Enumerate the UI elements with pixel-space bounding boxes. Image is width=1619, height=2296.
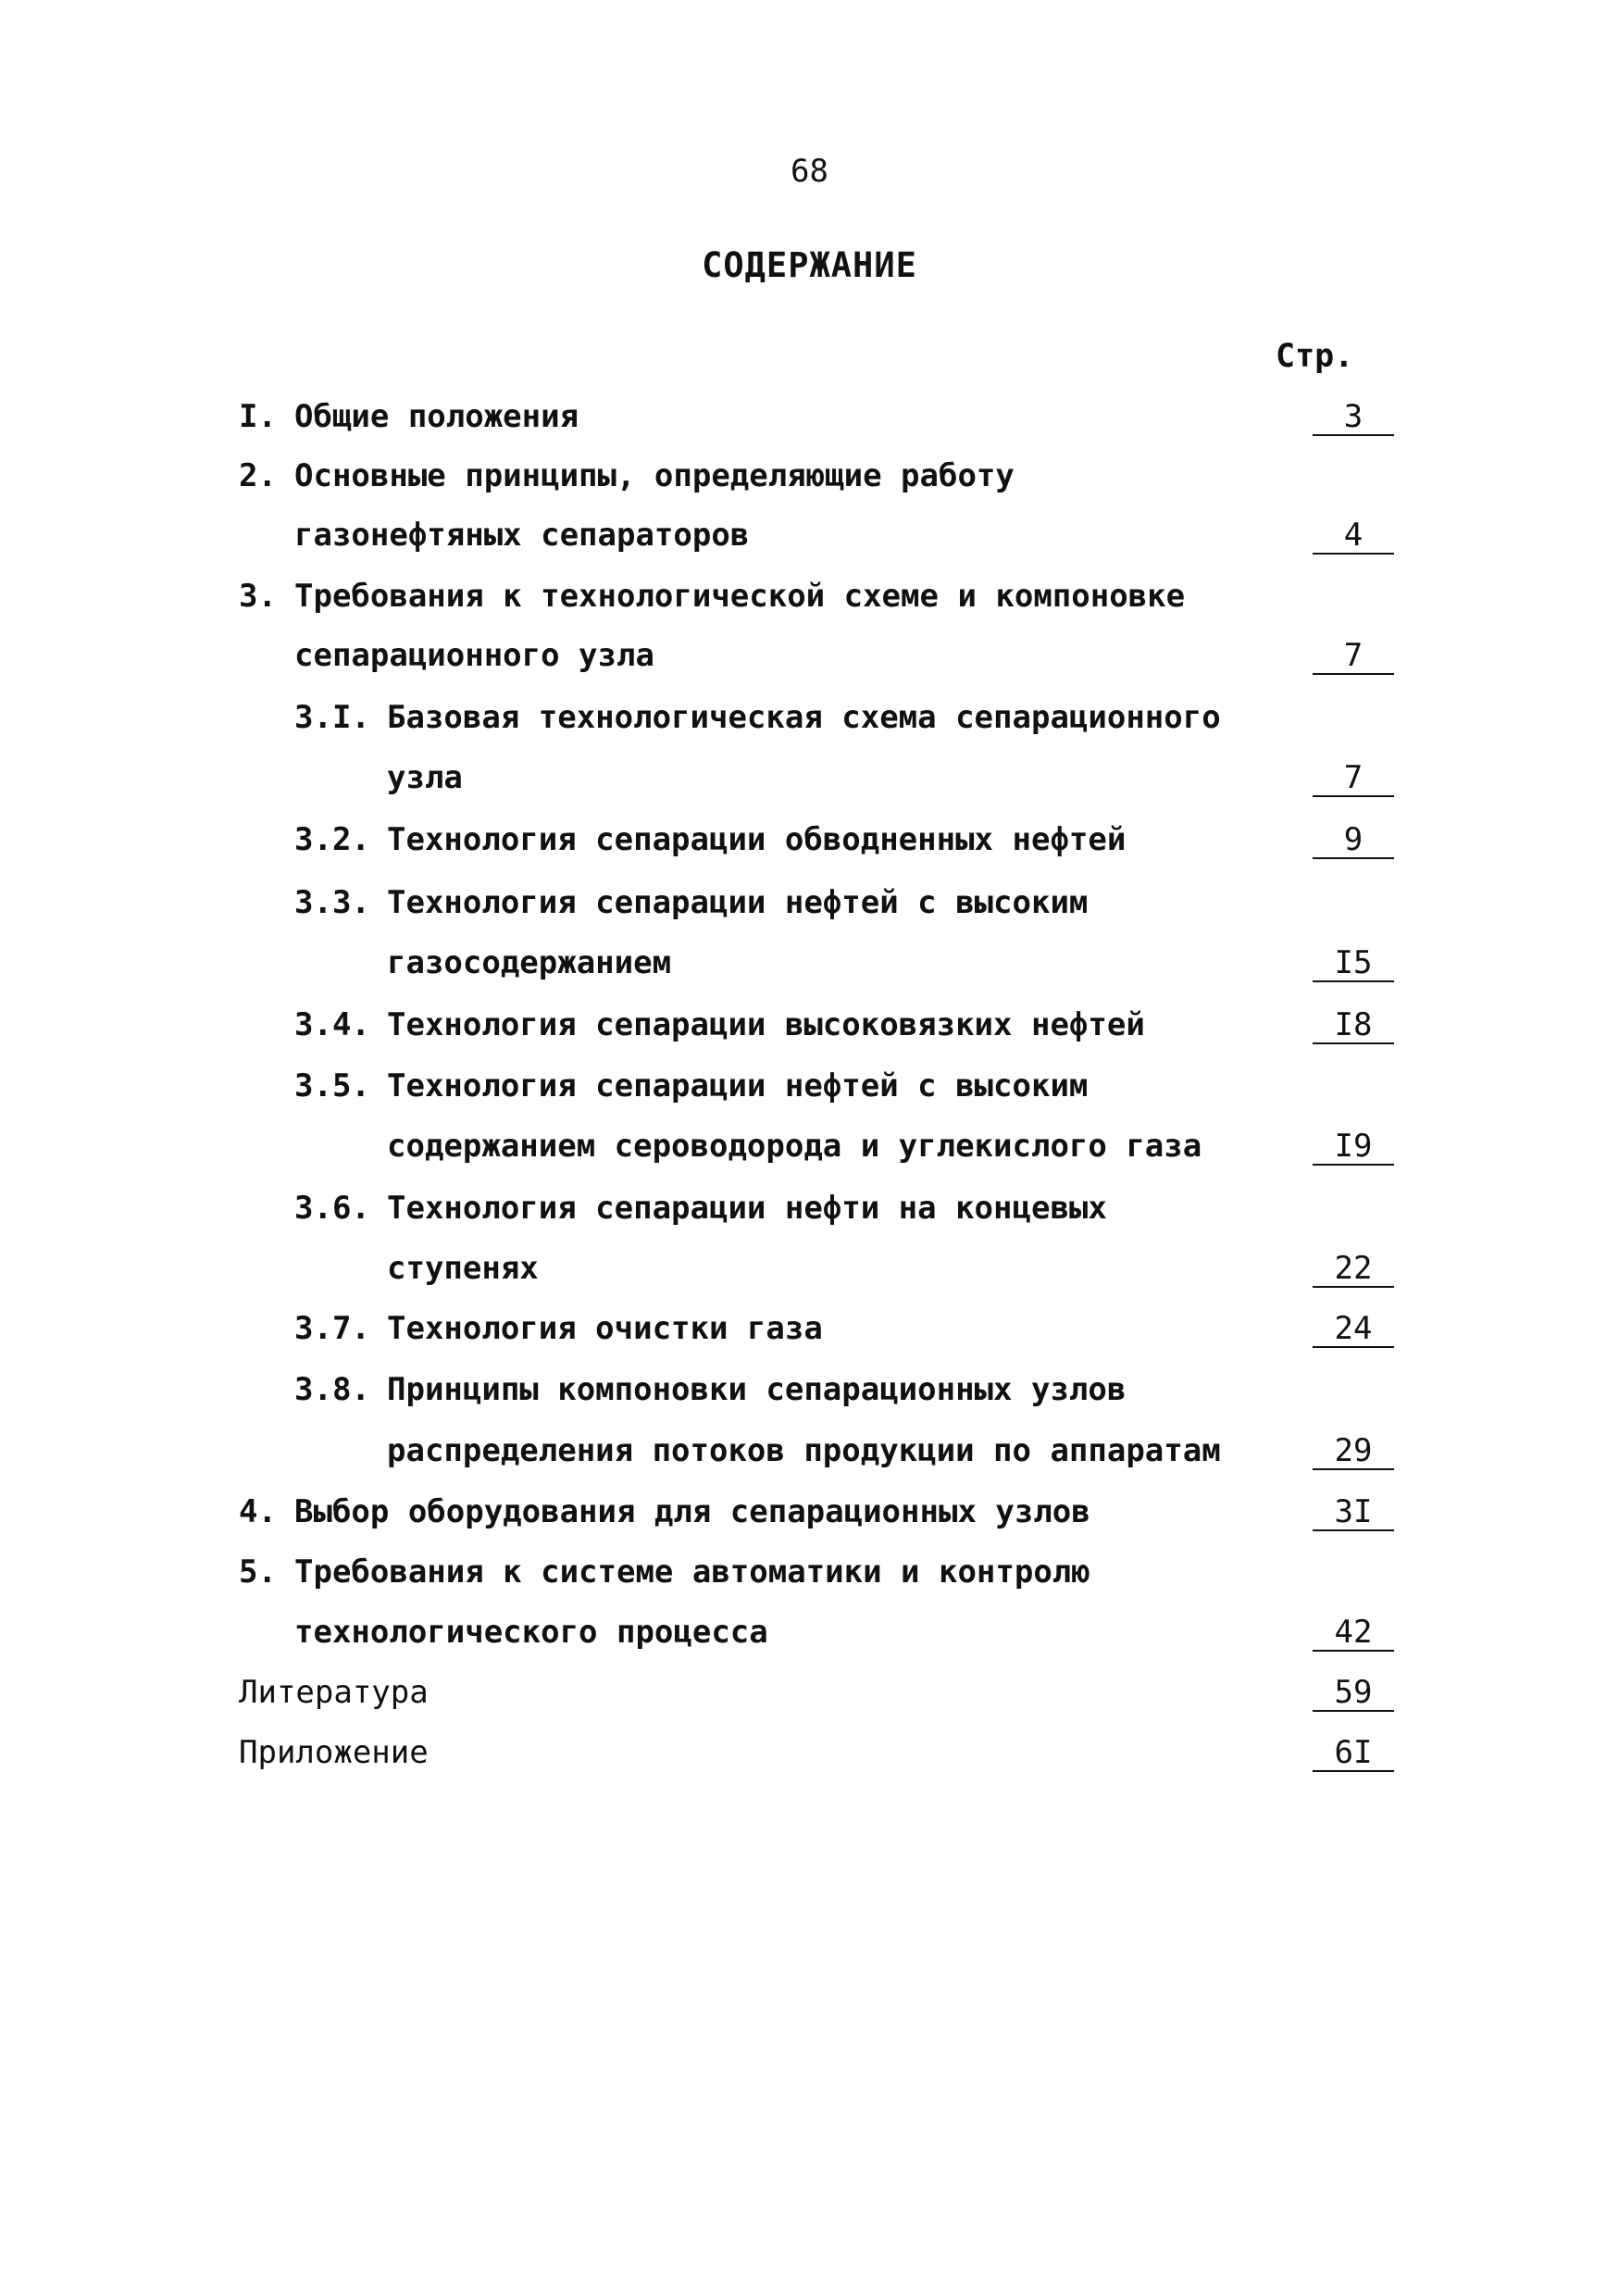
toc-entry-text: Требования к системе автоматики и контролю <box>294 1554 1090 1591</box>
toc-entry-number: 3. <box>239 578 277 615</box>
toc-entry-page: 4 <box>1313 512 1394 558</box>
toc-entry-text: Литература <box>239 1674 429 1711</box>
toc-entry-page: 7 <box>1313 632 1394 679</box>
toc-entry-text: узла <box>387 759 463 796</box>
toc-entry-page: 59 <box>1313 1669 1394 1716</box>
toc-entry-text: Технология очистки газа <box>387 1310 823 1347</box>
toc-entry-number: 3.5. <box>294 1067 370 1104</box>
page-number: 68 <box>791 153 828 190</box>
toc-entry-text: Технология сепарации нефти на концевых <box>387 1190 1107 1227</box>
toc-entry-page: 42 <box>1313 1609 1394 1655</box>
toc-entry-page: 3 <box>1313 393 1394 440</box>
toc-entry-text: газонефтяных сепараторов <box>294 517 750 554</box>
toc-entry-page: 9 <box>1313 817 1394 863</box>
toc-entry-page: 7 <box>1313 755 1394 801</box>
toc-entry-text: Базовая технологическая схема сепарационного <box>387 699 1221 736</box>
toc-entry-text: Основные принципы, определяющие работу <box>294 457 1015 494</box>
toc-entry-text: содержанием сероводорода и углекислого газа <box>387 1128 1202 1165</box>
toc-entry-text: Принципы компоновки сепарационных узлов <box>387 1371 1127 1408</box>
toc-entry-text: Требования к технологической схеме и компоновке <box>294 578 1186 615</box>
toc-entry-number: 3.8. <box>294 1371 370 1408</box>
toc-entry-number: 3.3. <box>294 884 370 921</box>
toc-entry-number: 3.I. <box>294 699 370 736</box>
toc-entry-page: 24 <box>1313 1305 1394 1352</box>
toc-entry-page: 6I <box>1313 1729 1394 1776</box>
toc-entry-number: I. <box>239 398 277 435</box>
toc-entry-number: 3.2. <box>294 821 370 858</box>
toc-entry-page: 29 <box>1313 1428 1394 1474</box>
toc-entry-number: 2. <box>239 457 277 494</box>
toc-entry-text: газосодержанием <box>387 944 672 981</box>
toc-entry-text: Технология сепарации высоковязких нефтей <box>387 1006 1145 1043</box>
page-column-header: Стр. <box>1276 338 1354 375</box>
toc-entry-number: 5. <box>239 1554 277 1591</box>
toc-entry-number: 3.7. <box>294 1310 370 1347</box>
toc-entry-page: 22 <box>1313 1245 1394 1292</box>
toc-entry-page: I8 <box>1313 1002 1394 1048</box>
toc-entry-text: сепарационного узла <box>294 637 654 674</box>
page-title: СОДЕРЖАНИЕ <box>702 245 917 285</box>
toc-entry-page: I5 <box>1313 940 1394 986</box>
toc-entry-page: I9 <box>1313 1123 1394 1169</box>
toc-entry-text: распределения потоков продукции по аппаратам <box>387 1432 1221 1469</box>
toc-entry-number: 3.6. <box>294 1190 370 1227</box>
toc-entry-text: Технология сепарации нефтей с высоким <box>387 1067 1089 1104</box>
toc-entry-number: 3.4. <box>294 1006 370 1043</box>
toc-entry-text: Приложение <box>239 1734 429 1771</box>
toc-entry-number: 4. <box>239 1493 277 1530</box>
toc-entry-text: Технология сепарации обводненных нефтей <box>387 821 1127 858</box>
toc-entry-text: ступенях <box>387 1250 539 1287</box>
toc-entry-text: Технология сепарации нефтей с высоким <box>387 884 1089 921</box>
toc-entry-text: технологического процесса <box>294 1614 768 1651</box>
toc-entry-text: Выбор оборудования для сепарационных узлов <box>294 1493 1090 1530</box>
toc-entry-page: 3I <box>1313 1489 1394 1535</box>
toc-entry-text: Общие положения <box>294 398 579 435</box>
